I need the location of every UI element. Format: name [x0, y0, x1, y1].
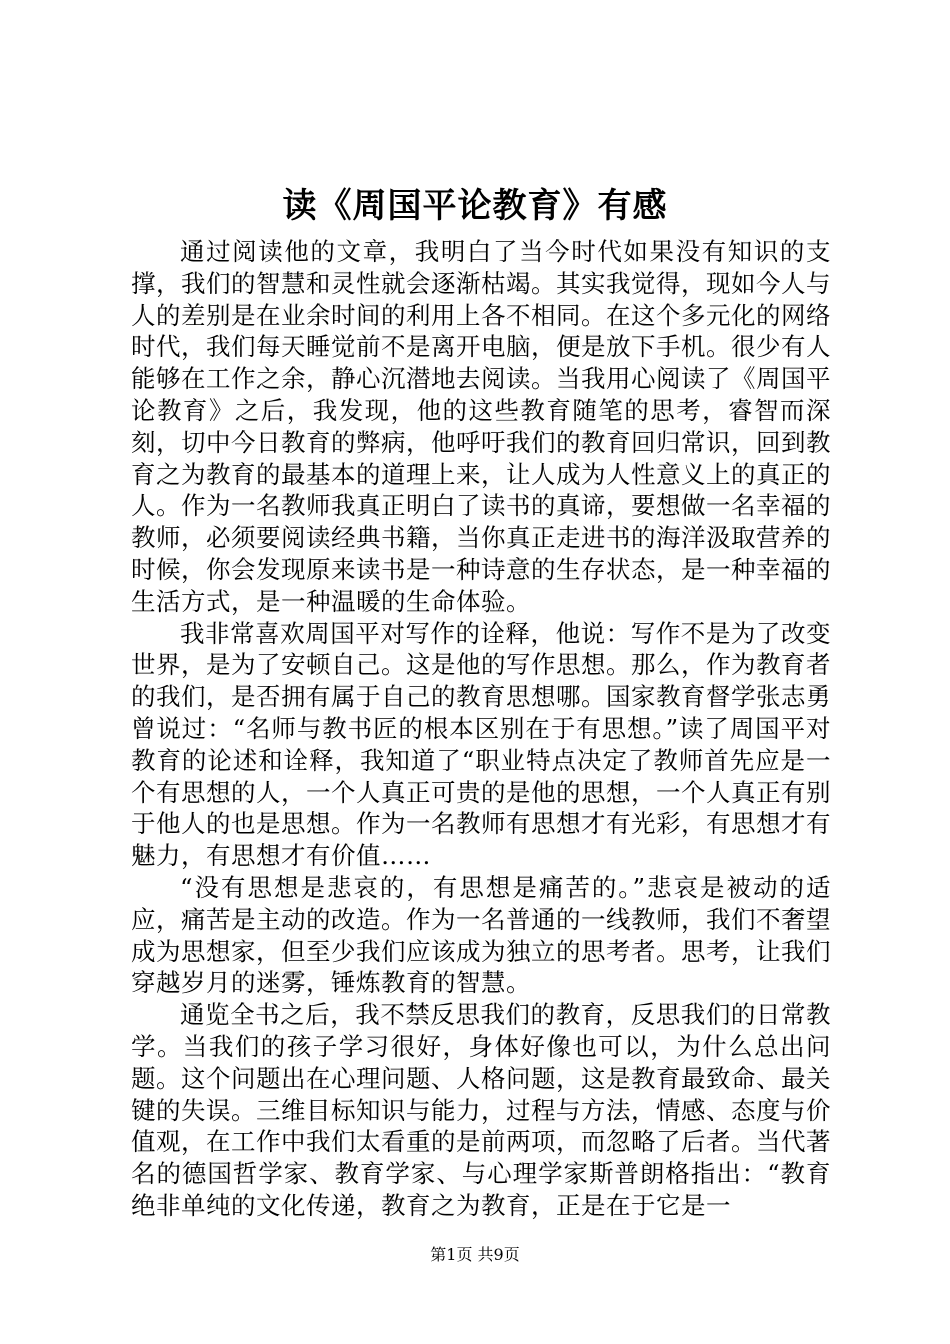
- document-title: 读《周国平论教育》有感: [282, 186, 668, 226]
- paragraph-1: 通过阅读他的文章，我明白了当今时代如果没有知识的支撑，我们的智慧和灵性就会逐渐枯竭。其实我觉得，现如今人与人的差别是在业余时间的利用上各不相同。在这个多元化的网络时代，我们每天睡觉前不是离开电脑，便是放下手机。很少有人能够在工作之余，静心沉潜地去阅读。当我用心阅读了《周国平论教育》之后，我发现，他的这些教育随笔的思考，睿智而深刻，切中今日教育的弊病，他呼吁我们的教育回归常识，回到教育之为教育的最基本的道理上来，让人成为人性意义上的真正的人。作为一名教师我真正明白了读书的真谛，要想做一名幸福的教师，必须要阅读经典书籍，当你真正走进书的海洋汲取营养的时候，你会发现原来读书是一种诗意的生存状态，是一种幸福的生活方式，是一种温暖的生命体验。: [131, 237, 831, 616]
- page-footer: 第1页 共9页: [430, 1245, 520, 1264]
- document-body: [131, 236, 831, 1222]
- paragraph-3: “没有思想是悲哀的，有思想是痛苦的。”悲哀是被动的适应，痛苦是主动的改造。作为一名普通的一线教师，我们不奢望成为思想家，但至少我们应该成为独立的思考者。思考，让我们穿越岁月的迷雾，锤炼教育的智慧。: [131, 872, 831, 998]
- paragraph-4: 通览全书之后，我不禁反思我们的教育，反思我们的日常教学。当我们的孩子学习很好，身体好像也可以，为什么总出问题。这个问题出在心理问题、人格问题，这是教育最致命、最关键的失误。三维目标知识与能力，过程与方法，情感、态度与价值观，在工作中我们太看重的是前两项，而忽略了后者。当代著名的德国哲学家、教育学家、与心理学家斯普朗格指出：“教育绝非单纯的文化传递，教育之为教育，正是在于它是一: [131, 1000, 831, 1220]
- paragraph-2: 我非常喜欢周国平对写作的诠释，他说：写作不是为了改变世界，是为了安顿自己。这是他的写作思想。那么，作为教育者的我们，是否拥有属于自己的教育思想哪。国家教育督学张志勇曾说过：“名师与教书匠的根本区别在于有思想。”读了周国平对教育的论述和诠释，我知道了“职业特点决定了教师首先应是一个有思想的人，一个人真正可贵的是他的思想，一个人真正有别于他人的也是思想。作为一名教师有思想才有光彩，有思想才有魅力，有思想才有价值……: [131, 618, 831, 871]
